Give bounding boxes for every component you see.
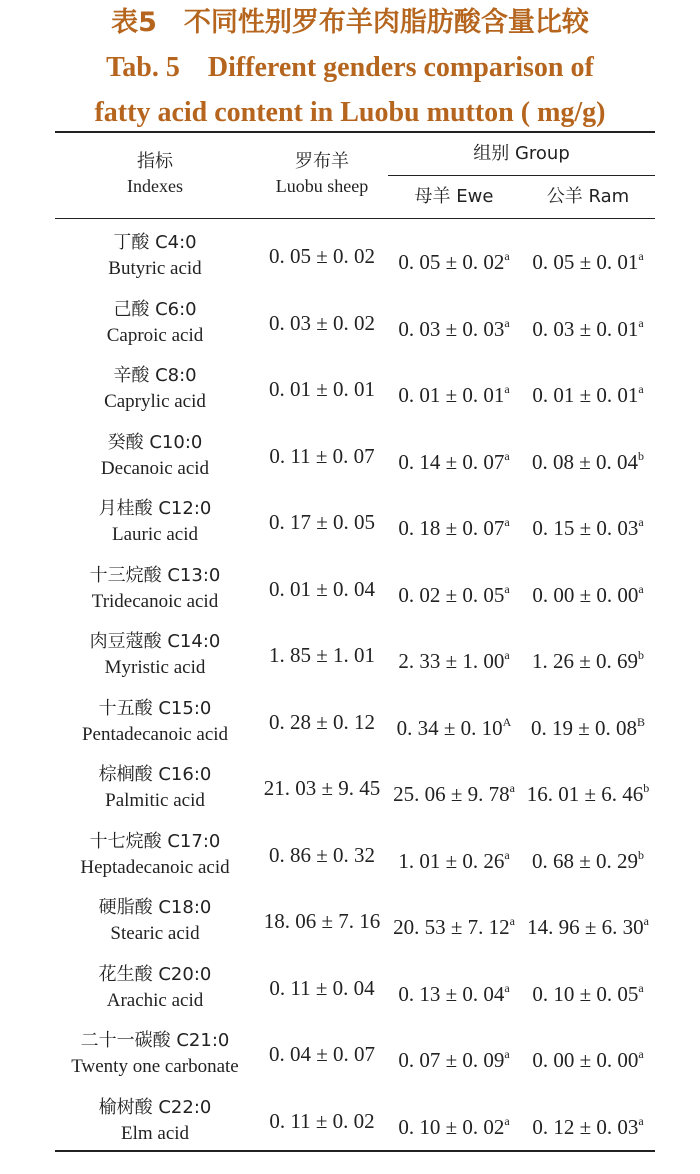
ewe-value-cell [388,577,520,607]
table-row [0,355,700,421]
ram-value: 0. 00 ± 0. 00 [532,1048,639,1072]
luobu-value-cell [258,377,386,401]
ewe-significance-letter: a [504,1113,510,1128]
table-row [0,754,700,820]
ram-value-cell [522,244,654,274]
row-index-cell [55,1095,255,1147]
ewe-significance-letter: A [502,714,512,729]
header-bottom-rule [55,218,655,219]
luobu-value-cell [258,444,386,468]
ewe-significance-letter: a [504,515,510,529]
table-row [0,954,700,1020]
luobu-value: 0. 17 ± 0. 05 [268,510,376,534]
ram-significance-letter: a [638,1113,644,1128]
row-index-cn: 肉豆蔻酸 C14:0 [89,631,221,652]
row-index-en: Decanoic acid [100,457,210,479]
ewe-value-cell [388,643,520,673]
table-row [0,1087,700,1153]
ewe-value-cell [388,843,520,873]
ram-value: 0. 68 ± 0. 29 [531,848,639,873]
row-index-cn: 花生酸 C20:0 [98,963,212,985]
ram-value: 0. 01 ± 0. 01 [532,383,639,407]
ram-value: 0. 19 ± 0. 08 [530,715,637,740]
row-index-cn: 十三烷酸 C13:0 [89,564,221,586]
row-index-cell [55,696,255,748]
luobu-value: 21. 03 ± 9. 45 [263,776,381,800]
caption-english-line-2: fatty acid content in Luobu mutton ( mg/g) [94,97,606,128]
ewe-value-cell [388,909,520,939]
ram-significance-letter: a [638,1047,644,1061]
ewe-significance-letter: a [504,847,510,862]
row-index-cn: 月桂酸 C12:0 [98,498,212,519]
header-ewe [388,185,520,209]
ram-significance-letter: b [638,448,645,463]
luobu-value: 18. 06 ± 7. 16 [263,909,381,933]
row-index-en: Caprylic acid [104,391,206,412]
ewe-value-cell [388,311,520,341]
luobu-value-cell [258,577,386,601]
table-row [0,488,700,554]
luobu-value-cell [258,510,386,534]
ram-value: 14. 96 ± 6. 30 [527,915,644,939]
ram-significance-letter: b [638,648,645,662]
ram-value-cell [522,776,654,806]
header-luobu-en: Luobu sheep [275,176,369,196]
ewe-value: 0. 05 ± 0. 02 [398,250,505,274]
ram-value-cell [522,377,654,407]
ram-significance-letter: a [638,515,644,529]
row-index-en: Butyric acid [108,258,202,279]
row-index-cn: 己酸 C6:0 [113,298,197,320]
ewe-significance-letter: a [504,315,510,330]
row-index-cell [55,363,255,415]
luobu-value: 0. 86 ± 0. 32 [268,842,376,867]
luobu-value-cell [258,643,386,667]
ram-value: 0. 10 ± 0. 05 [532,981,639,1006]
luobu-value-cell [258,311,386,335]
ewe-value: 0. 13 ± 0. 04 [398,981,505,1006]
ewe-value: 0. 03 ± 0. 03 [398,316,505,341]
luobu-value: 0. 05 ± 0. 02 [268,244,376,268]
row-index-cell [55,230,255,282]
ewe-significance-letter: a [509,781,515,795]
table-row [0,555,700,621]
luobu-value-cell [258,909,386,933]
row-index-cn: 榆树酸 C22:0 [98,1096,212,1118]
table-row [0,621,700,687]
table-row [0,289,700,355]
ram-significance-letter: b [643,781,650,795]
ram-value: 0. 15 ± 0. 03 [532,516,639,540]
ram-value: 1. 26 ± 0. 69 [531,649,639,673]
ewe-value: 2. 33 ± 1. 00 [398,649,505,673]
luobu-value: 0. 11 ± 0. 07 [269,443,375,468]
row-index-cell [55,1028,255,1080]
row-index-cell [55,563,255,615]
table-row [0,688,700,754]
luobu-value: 0. 11 ± 0. 04 [269,975,375,1000]
header-luobu-cn: 罗布羊 [295,151,349,172]
row-index-en: Caproic acid [106,324,204,346]
ram-significance-letter: a [638,980,644,995]
row-index-cn: 癸酸 C10:0 [107,431,203,453]
ram-significance-letter: b [638,847,645,862]
ram-value: 0. 08 ± 0. 04 [531,449,639,474]
ewe-value-cell [388,444,520,474]
row-index-cell [55,962,255,1014]
ewe-significance-letter: a [504,382,510,396]
luobu-value: 0. 11 ± 0. 02 [269,1108,375,1133]
ewe-value: 0. 10 ± 0. 02 [398,1114,505,1139]
ram-value-cell [522,510,654,540]
ewe-value: 1. 01 ± 0. 26 [398,848,505,873]
header-ram-label: 公羊 Ram [546,186,630,207]
ewe-significance-letter: a [509,914,515,928]
ram-value-cell [522,1109,654,1139]
ram-significance-letter: B [637,714,646,729]
ram-value-cell [522,643,654,673]
ewe-value-cell [388,244,520,274]
table-row [0,887,700,953]
ram-value: 0. 05 ± 0. 01 [532,250,639,274]
ewe-value-cell [388,1109,520,1139]
luobu-value-cell [258,776,386,800]
row-index-cn: 辛酸 C8:0 [113,365,197,386]
ewe-value: 0. 02 ± 0. 05 [398,582,505,607]
ram-significance-letter: a [643,914,649,928]
header-indexes [55,150,255,198]
ewe-value: 0. 07 ± 0. 09 [398,1048,505,1072]
row-index-en: Myristic acid [104,657,206,678]
top-rule [55,131,655,133]
row-index-en: Elm acid [120,1122,190,1144]
row-index-en: Stearic acid [110,923,200,944]
ewe-value-cell [388,776,520,806]
row-index-cn: 十五酸 C15:0 [98,697,212,719]
caption-english-line-1: Tab. 5 Different genders comparison of [106,52,594,83]
ram-significance-letter: a [638,315,644,330]
header-indexes-cn: 指标 [137,151,173,172]
ewe-value: 25. 06 ± 9. 78 [393,782,510,806]
table-row [0,222,700,288]
ewe-value-cell [388,1042,520,1072]
ewe-value: 0. 18 ± 0. 07 [398,516,505,540]
row-index-en: Twenty one carbonate [71,1056,239,1077]
luobu-value: 0. 28 ± 0. 12 [268,709,376,734]
ewe-value: 20. 53 ± 7. 12 [393,915,510,939]
header-indexes-en: Indexes [127,176,183,196]
ram-value-cell [522,909,654,939]
luobu-value: 1. 85 ± 1. 01 [268,643,376,667]
row-index-cn: 二十一碳酸 C21:0 [80,1030,230,1051]
luobu-value: 0. 03 ± 0. 02 [268,310,376,335]
ewe-significance-letter: a [504,249,510,263]
luobu-value-cell [258,1042,386,1066]
row-index-cn: 丁酸 C4:0 [113,232,197,253]
row-index-cn: 硬脂酸 C18:0 [98,897,212,918]
row-index-en: Tridecanoic acid [91,590,219,612]
ram-value: 0. 12 ± 0. 03 [532,1114,639,1139]
header-ram [522,185,654,209]
ram-value-cell [522,577,654,607]
luobu-value-cell [258,710,386,734]
ewe-value-cell [388,710,520,740]
group-subrule [388,175,655,176]
table-row [0,1020,700,1086]
row-index-en: Arachic acid [106,989,204,1011]
ram-value: 0. 03 ± 0. 01 [532,316,639,341]
row-index-cell [55,895,255,947]
ewe-significance-letter: a [504,1047,510,1061]
ram-value-cell [522,444,654,474]
ewe-value-cell [388,976,520,1006]
luobu-value: 0. 01 ± 0. 01 [268,377,376,401]
ram-value-cell [522,710,654,740]
ewe-value: 0. 14 ± 0. 07 [398,449,505,474]
luobu-value-cell [258,244,386,268]
ram-value-cell [522,843,654,873]
ewe-significance-letter: a [504,448,510,463]
caption-chinese: 表5 不同性别罗布羊肉脂肪酸含量比较 [111,7,589,38]
ram-value-cell [522,976,654,1006]
table-row [0,422,700,488]
header-luobu-sheep [258,150,386,198]
ram-value-cell [522,1042,654,1072]
luobu-value: 0. 04 ± 0. 07 [268,1042,376,1066]
ram-significance-letter: a [638,249,644,263]
row-index-en: Pentadecanoic acid [81,723,229,745]
luobu-value-cell [258,976,386,1000]
ewe-significance-letter: a [504,648,510,662]
row-index-cell [55,629,255,681]
ewe-significance-letter: a [504,980,510,995]
header-ewe-label: 母羊 Ewe [414,186,494,207]
ram-value: 0. 00 ± 0. 00 [532,582,639,607]
luobu-value-cell [258,843,386,867]
ewe-value: 0. 34 ± 0. 10 [396,715,503,740]
ram-significance-letter: a [638,581,644,596]
luobu-value: 0. 01 ± 0. 04 [268,576,376,601]
row-index-cell [55,496,255,548]
ram-value: 16. 01 ± 6. 46 [526,782,644,806]
ewe-significance-letter: a [504,581,510,596]
row-index-cell [55,762,255,814]
table-row [0,821,700,887]
row-index-cell [55,430,255,482]
row-index-cn: 十七烷酸 C17:0 [89,830,221,852]
row-index-cn: 棕榈酸 C16:0 [98,764,212,785]
ram-significance-letter: a [638,382,644,396]
ewe-value-cell [388,377,520,407]
row-index-cell [55,829,255,881]
row-index-en: Palmitic acid [105,790,205,811]
ram-value-cell [522,311,654,341]
header-group [388,142,655,166]
row-index-en: Lauric acid [112,524,198,545]
header-group-label: 组别 Group [473,143,570,164]
luobu-value-cell [258,1109,386,1133]
row-index-cell [55,297,255,349]
ewe-value-cell [388,510,520,540]
row-index-en: Heptadecanoic acid [80,856,230,878]
ewe-value: 0. 01 ± 0. 01 [398,383,505,407]
